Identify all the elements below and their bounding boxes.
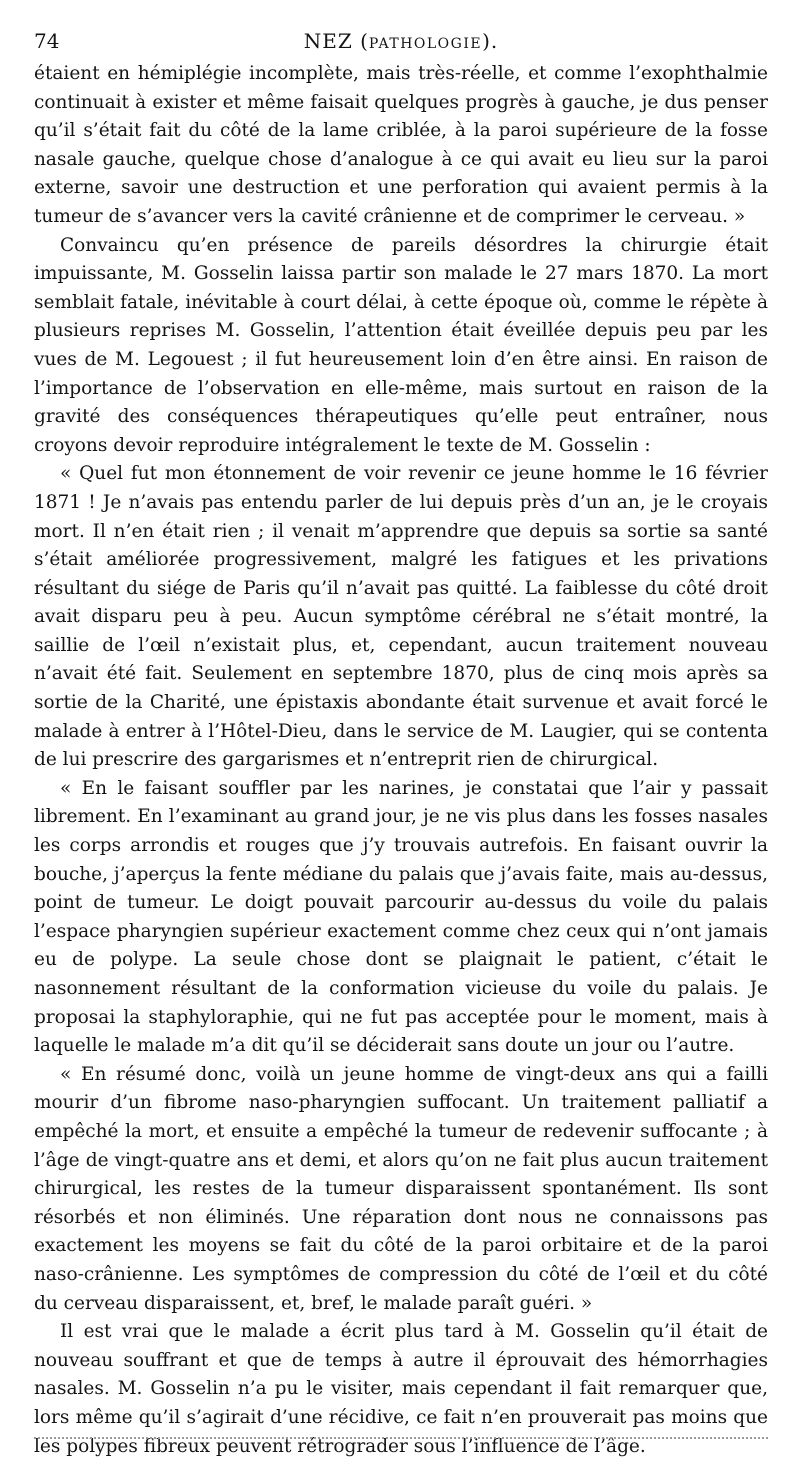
quote-paragraph: « En le faisant souffler par les narines, je constatai que l’air y passait librement. En l’examinant au grand jour, je ne vis plus dans les fosses nasales les corps arrondis et rouges que j’y trouvais autrefois. En faisant ouvrir la bouche, j’aperçus la fente médiane du palais que j’avais faite, mais au-dessus, point de tumeur. Le doigt pouvait parcourir au-dessus du voile du palais l’espace pharyngien supérieur exactement comme chez ceux qui n’ont jamais eu de polype. La seule chose dont se plaignait le patient, c’était le nasonnement résultant de la conformation vicieuse du voile du palais. Je proposai la staphyloraphie, qui ne fut pas acceptée pour le moment, mais à laquelle le malade m’a dit qu’il se déciderait sans doute un jour ou l’autre. <box>34 777 768 1057</box>
body-text <box>34 60 768 1461</box>
running-head-title: NEZ ( <box>303 29 369 53</box>
running-head-subtitle: PATHOLOGIE <box>368 36 483 52</box>
quote-paragraph: « En résumé donc, voilà un jeune homme de vingt-deux ans qui a failli mourir d’un fibrome naso-pharyngien suffocant. Un traitement palliatif a empêché la mort, et ensuite a empêché la tumeur de redevenir suffocante ; à l’âge de vingt-quatre ans et demi, et alors qu’on ne fait plus aucun traitement chirurgical, les restes de la tumeur disparaissent spontanément. Ils sont résorbés et non éliminés. Une réparation dont nous ne connaissons pas exactement les moyens se fait du côté de la paroi orbitaire et de la paroi naso-crânienne. Les symptômes de compression du côté de l’œil et du côté du cerveau disparaissent, et, bref, le malade paraît guéri. » <box>34 1063 768 1314</box>
page-number: 74 <box>34 29 60 53</box>
book-page <box>34 26 768 1457</box>
paragraph-continuation: étaient en hémiplégie incomplète, mais très-réelle, et comme l’exophthalmie continuait à exister et même faisait quelques progrès à gauche, je dus penser qu’il s’était fait du côté de la lame criblée, à la paroi supérieure de la fosse nasale gauche, quelque chose d’analogue à ce qui avait eu lieu sur la paroi externe, savoir une destruction et une perforation qui avaient permis à la tumeur de s’avancer vers la cavité crânienne et de comprimer le cerveau. » <box>34 63 768 227</box>
paragraph: Convaincu qu’en présence de pareils désordres la chirurgie était impuissante, M. Gosselin laissa partir son malade le 27 mars 1870. La mort semblait fatale, inévitable à court délai, à cette époque où, comme le répète à plusieurs reprises M. Gosselin, l’attention était éveillée depuis peu par les vues de M. Legouest ; il fut heureusement loin d’en être ainsi. En raison de l’importance de l’observation en elle-même, mais surtout en raison de la gravité des conséquences thérapeutiques qu’elle peut entraîner, nous croyons devoir reproduire intégralement le texte de M. Gosselin : <box>34 234 768 456</box>
running-head-end: ). <box>482 29 499 53</box>
footer-dotted-rule <box>34 1437 768 1439</box>
paragraph: Il est vrai que le malade a écrit plus tard à M. Gosselin qu’il était de nouveau souffrant et que de temps à autre il éprouvait des hémorrhagies nasales. M. Gosselin n’a pu le visiter, mais cependant il fait remarquer que, lors même qu’il s’agirait d’une récidive, ce fait n’en prouverait pas moins que les polypes fibreux peuvent rétrograder sous l’influence de l’âge. <box>34 1321 768 1457</box>
quote-paragraph: « Quel fut mon étonnement de voir revenir ce jeune homme le 16 février 1871 ! Je n’avais pas entendu parler de lui depuis près d’un an, je le croyais mort. Il n’en était rien ; il venait m’apprendre que depuis sa sortie sa santé s’était améliorée progressivement, malgré les fatigues et les privations résultant du siége de Paris qu’il n’avait pas quitté. La faiblesse du côté droit avait disparu peu à peu. Aucun symptôme cérébral ne s’était montré, la saillie de l’œil n’existait plus, et, cependant, aucun traitement nouveau n’avait été fait. Seulement en septembre 1870, plus de cinq mois après sa sortie de la Charité, une épistaxis abondante était survenue et avait forcé le malade à entrer à l’Hôtel-Dieu, dans le service de M. Laugier, qui se contenta de lui prescrire des gargarismes et n’entreprit rien de chirurgical. <box>34 463 768 771</box>
page-header <box>34 26 768 56</box>
running-head <box>34 26 768 59</box>
